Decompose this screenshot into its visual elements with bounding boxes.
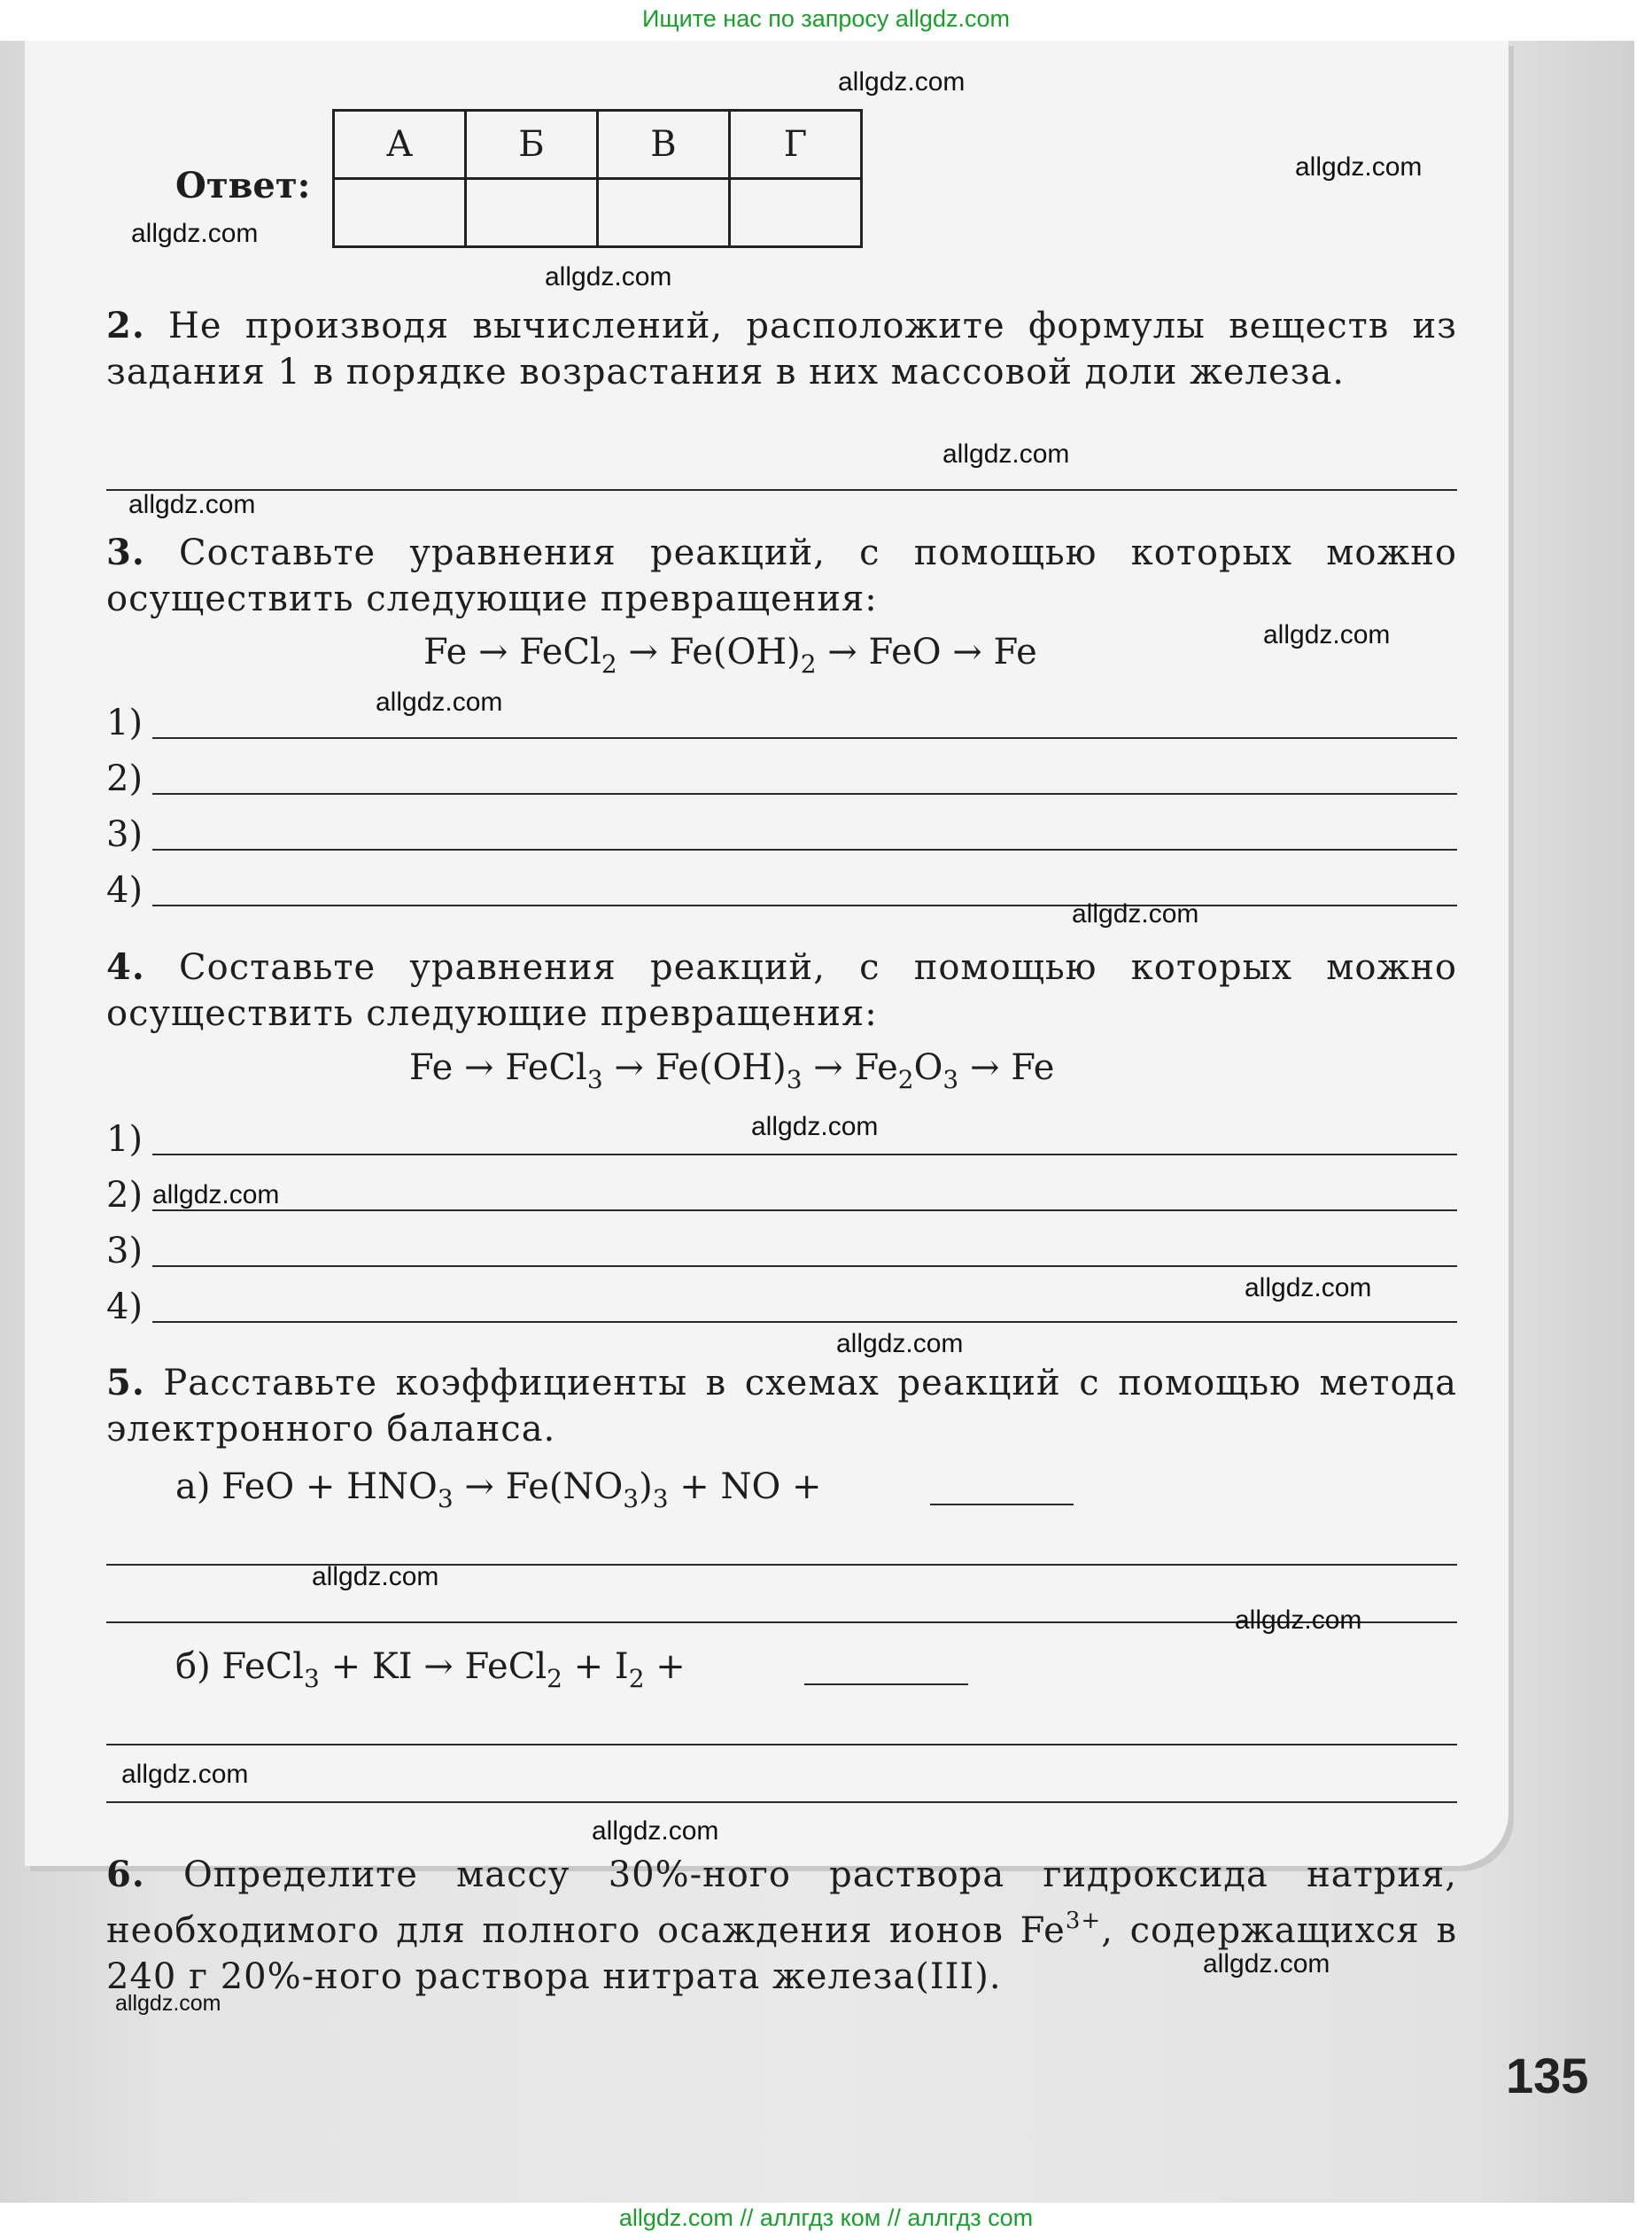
task-4-answer-line-3[interactable] [152,1265,1457,1267]
task-3-number: 3. [106,532,145,573]
task-6-text-2: , содержащихся в 240 г 20%-ного раствора нитрата железа(III). [106,1910,1458,1997]
task-4-line-4-label: 4) [106,1287,143,1327]
task-4-line-1-label: 1) [106,1119,143,1160]
watermark: allgdz.com [942,439,1070,469]
answer-header-g: Г [730,111,862,179]
task-3-line-4-label: 4) [106,870,143,911]
answer-label: Ответ: [175,165,311,206]
watermark: allgdz.com [1203,1949,1330,1979]
task-4-answer-line-4[interactable] [152,1321,1457,1323]
task-2-answer-line[interactable] [106,489,1457,491]
task-4-line-2-label: 2) [106,1175,143,1216]
watermark: allgdz.com [1235,1605,1362,1635]
task-3-answer-line-2[interactable] [152,793,1457,795]
task-3-chain: Fe → FeCl$_2$ → $Fe(OH)_2$ → FeO → Fe [423,632,1037,679]
task-5-scheme-b: б) FeCl$_3$ + KI → FeCl$_2$ + $I_2$ + [175,1646,686,1693]
answer-header-b: Б [466,111,598,179]
watermark: allgdz.com [1263,620,1391,649]
watermark: allgdz.com [592,1816,719,1846]
task-6-number: 6. [106,1854,145,1895]
task-6-ion-charge: 3+ [1065,1908,1102,1934]
top-banner[interactable]: Ищите нас по запросу allgdz.com [642,5,1010,32]
watermark: allgdz.com [376,688,503,717]
task-5-b-blank[interactable] [804,1683,968,1685]
task-6-text-1: Определите массу 30%-ного раствора гидроксида натрия, необходимого для полного осаждения ионов Fe [106,1854,1458,1951]
task-5-number: 5. [106,1362,145,1403]
task-3-line-3-label: 3) [106,814,143,855]
watermark: allgdz.com [121,1760,249,1789]
watermark: allgdz.com [751,1112,879,1141]
task-5-text: Расставьте коэффициенты в схемах реакций с помощью метода электронного баланса. [106,1363,1457,1450]
answer-cell-g[interactable] [730,179,862,247]
task-4-answer-line-1[interactable] [152,1154,1457,1155]
watermark: allgdz.com [131,219,259,248]
task-5-b-answer-line-2[interactable] [106,1801,1457,1803]
watermark: allgdz.com [128,490,256,519]
watermark: allgdz.com [836,1329,964,1358]
task-5-b-answer-line-1[interactable] [106,1744,1457,1745]
task-3-line-1-label: 1) [106,703,143,743]
task-4-chain: Fe → FeCl$_3$ → $Fe(OH)_3 \to Fe_2O_3 \to Fe$ [409,1047,1055,1094]
answer-table [332,109,863,248]
watermark: allgdz.com [545,262,672,292]
answer-cell-b[interactable] [466,179,598,247]
task-3-line-2-label: 2) [106,758,143,799]
task-4-line-3-label: 3) [106,1231,143,1271]
watermark: allgdz.com [1295,152,1423,182]
task-4-answer-line-2[interactable] [152,1209,1457,1211]
task-5-a-answer-line-1[interactable] [106,1564,1457,1566]
page-number: 135 [1506,2048,1589,2103]
task-3-answer-line-1[interactable] [152,737,1457,739]
watermark: allgdz.com [152,1180,280,1209]
task-3-text: Составьте уравнения реакций, с помощью которых можно осуществить следующие превращения: [106,533,1457,619]
task-3-answer-line-4[interactable] [152,905,1457,906]
bottom-banner[interactable]: allgdz.com // аллгдз ком // аллгдз сom [618,2204,1034,2231]
watermark: allgdz.com [115,1991,221,2016]
task-4-number: 4. [106,946,145,988]
task-4-text: Составьте уравнения реакций, с помощью которых можно осуществить следующие превращения: [106,947,1457,1034]
task-3 [106,530,1457,622]
watermark: allgdz.com [1072,899,1199,929]
watermark: allgdz.com [312,1562,439,1591]
task-5-a-blank[interactable] [930,1504,1074,1505]
answer-cell-v[interactable] [598,179,730,247]
task-2-text: Не производя вычислений, расположите формулы веществ из задания 1 в порядке возрастания в них массовой доли железа. [106,306,1457,393]
answer-cell-a[interactable] [334,179,466,247]
task-5-scheme-a: а) FeO + $HNO_3 \to Fe(NO_3)_3$ + NO + [175,1466,822,1513]
watermark: allgdz.com [838,67,966,97]
answer-header-a: А [334,111,466,179]
task-4 [106,945,1457,1037]
task-5 [106,1360,1457,1452]
answer-header-v: В [598,111,730,179]
watermark: allgdz.com [1245,1273,1372,1302]
task-2-number: 2. [106,305,145,346]
task-3-answer-line-3[interactable] [152,849,1457,851]
task-2 [106,303,1457,395]
